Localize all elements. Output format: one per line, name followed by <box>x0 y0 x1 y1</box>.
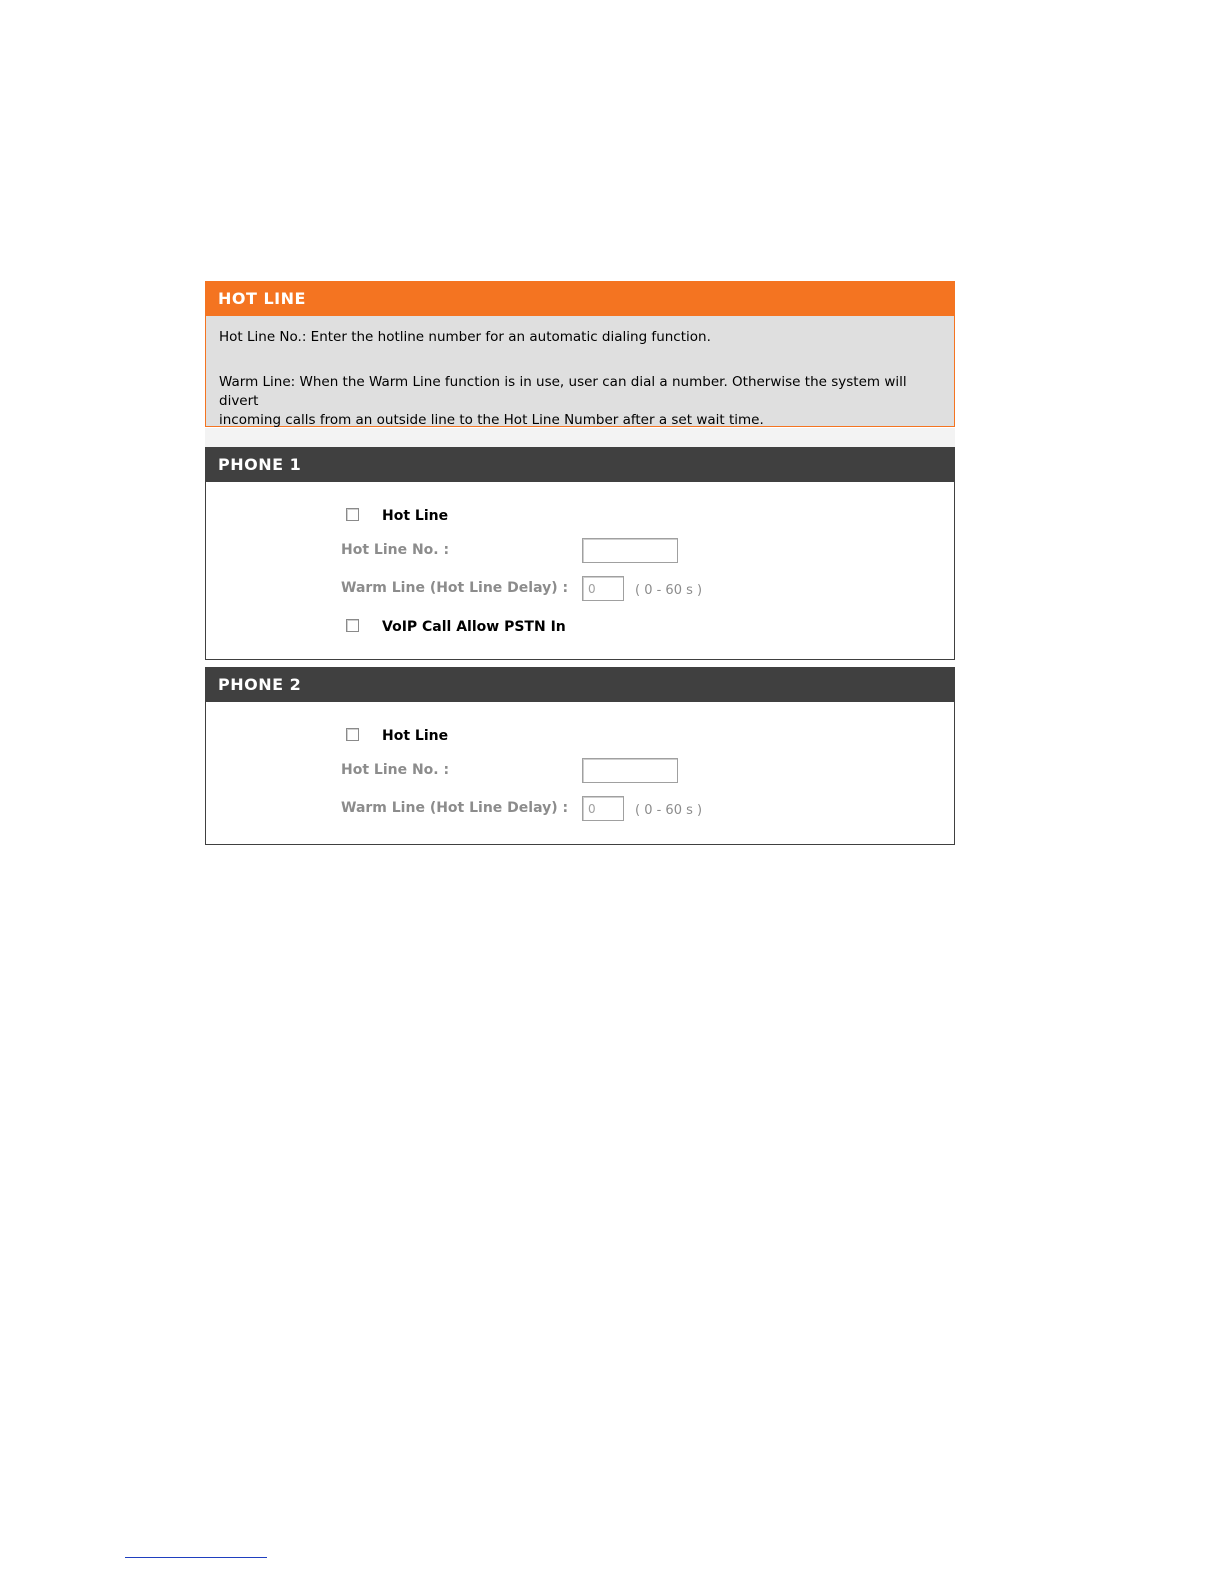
phone2-hot-line-no-input[interactable] <box>582 758 678 783</box>
phone1-warm-line-label: Warm Line (Hot Line Delay) : <box>341 580 569 596</box>
phone1-title: PHONE 1 <box>205 447 955 482</box>
phone2-hot-line-no-label: Hot Line No. : <box>341 762 450 778</box>
warm-line-description-2: incoming calls from an outside line to the Hot Line Number after a set wait time. <box>219 412 764 428</box>
phone1-warm-line-range: ( 0 - 60 s ) <box>635 583 703 598</box>
warm-line-description-1: Warm Line: When the Warm Line function is in use, user can dial a number. Otherwise the system will divert <box>219 374 907 409</box>
phone1-hot-line-checkbox[interactable] <box>346 508 359 521</box>
hotline-no-description: Hot Line No.: Enter the hotline number for an automatic dialing function. <box>219 329 711 345</box>
hotline-title: HOT LINE <box>205 281 955 316</box>
phone2-hot-line-checkbox[interactable] <box>346 728 359 741</box>
section-separator <box>205 428 955 447</box>
phone2-panel <box>205 667 955 845</box>
phone1-panel <box>205 447 955 660</box>
footnote-rule <box>125 1557 267 1558</box>
phone1-hot-line-no-input[interactable] <box>582 538 678 563</box>
phone2-hot-line-label: Hot Line <box>382 728 449 744</box>
phone2-title: PHONE 2 <box>205 667 955 702</box>
phone1-voip-pstn-label: VoIP Call Allow PSTN In <box>382 619 566 635</box>
phone2-warm-line-range: ( 0 - 60 s ) <box>635 803 703 818</box>
phone1-hot-line-no-label: Hot Line No. : <box>341 542 450 558</box>
phone2-warm-line-label: Warm Line (Hot Line Delay) : <box>341 800 569 816</box>
hotline-info-panel <box>205 281 955 427</box>
phone1-voip-pstn-checkbox[interactable] <box>346 619 359 632</box>
phone1-warm-line-input[interactable] <box>582 576 624 601</box>
phone2-body <box>205 702 955 845</box>
phone2-warm-line-input[interactable] <box>582 796 624 821</box>
phone1-body <box>205 482 955 660</box>
hotline-description <box>205 316 955 427</box>
phone1-hot-line-label: Hot Line <box>382 508 449 524</box>
